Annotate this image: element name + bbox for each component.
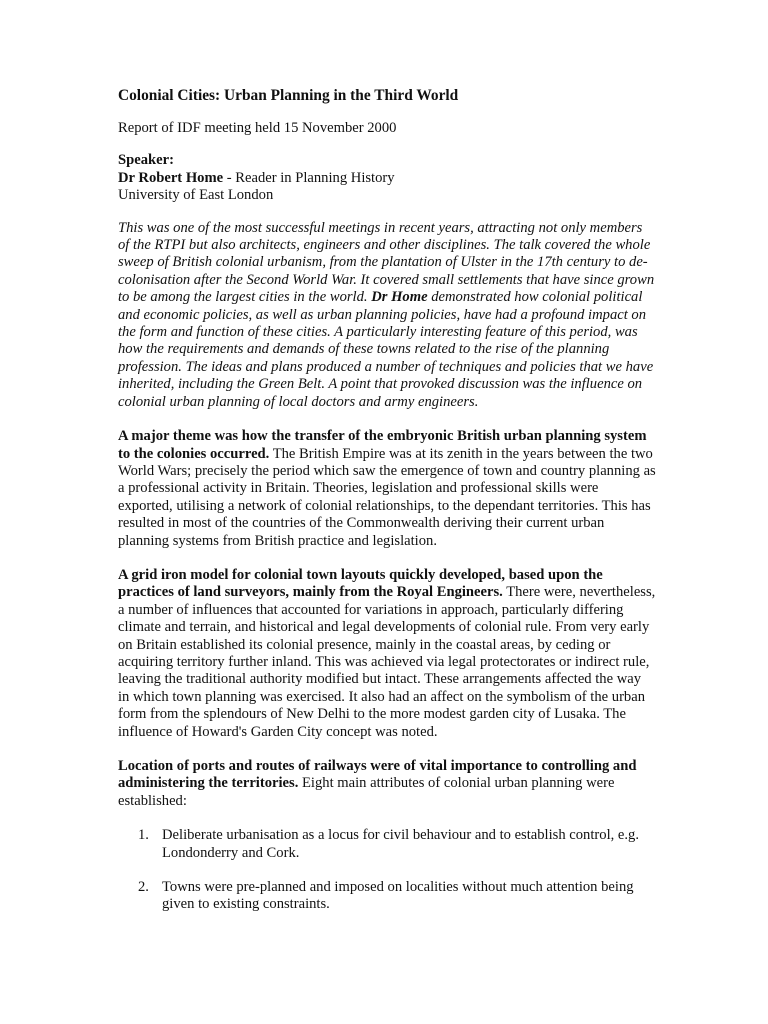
paragraph-ports-railways (118, 758, 656, 810)
list-item (118, 827, 656, 862)
intro-text-2: demonstrated how colonial political and economic policies, as well as urban planning policies, have had a profound impact on the form and function of these cities. A particularly interesting feature of this period, was how the requirements and demands of these towns related to the rise of the planning profession. The ideas and plans produced a number of techniques and policies that we have inherited, including the Green Belt. A point that provoked discussion was the influence on colonial urban planning of local doctors and army engineers. (118, 289, 654, 410)
document-title: Colonial Cities: Urban Planning in the Third World (118, 87, 459, 104)
attributes-list (118, 827, 656, 914)
paragraph-body: There were, nevertheless, a number of influences that accounted for variations in approach, particularly differing climate and terrain, and historical and legal developments of colonial rule. From very early on Britain established its colonial presence, mainly in the coastal areas, by ceding or acquiring territory further inland. This was achieved via legal protectorates or indirect rule, leaving the traditional authority modified but intact. These arrangements affected the way in which town planning was exercised. It also had an affect on the symbolism of the urban form from the splendours of New Delhi to the more modest garden city of Lusaka. The influence of Howard's Garden City concept was noted. (118, 584, 656, 740)
paragraph-lead: Location of ports and routes of railways were of vital importance to controlling and administering the territories. (118, 758, 637, 792)
speaker-block (118, 152, 656, 204)
list-item-text: Deliberate urbanisation as a locus for civil behaviour and to establish control, e.g. Londonderry and Cork. (162, 827, 639, 861)
list-item-number: 2. (138, 879, 149, 896)
speaker-label: Speaker: (118, 152, 174, 169)
speaker-line (118, 170, 656, 187)
list-item-number: 1. (138, 827, 149, 844)
paragraph-body: The British Empire was at its zenith in the years between the two World Wars; precisely the period which saw the emergence of town and country planning as a professional activity in Britain. Theories, legislation and professional skills were exported, utilising a network of colonial relationships, to the dependant territories. This has resulted in most of the countries of the Commonwealth deriving their current urban planning systems from British practice and legislation. (118, 445, 656, 549)
paragraph-body: Eight main attributes of colonial urban planning were established: (118, 775, 615, 809)
intro-text-1: This was one of the most successful meetings in recent years, attracting not only members of the RTPI but also architects, engineers and other disciplines. The talk covered the whole sweep of British colonial urbanism, from the plantation of Ulster in the 17th century to de-colonisation after the Second World War. It covered small settlements that have since grown to be among the largest cities in the world. (118, 219, 655, 306)
list-item (118, 879, 656, 914)
intro-paragraph (118, 220, 656, 411)
paragraph-lead: A grid iron model for colonial town layouts quickly developed, based upon the practices of land surveyors, mainly from the Royal Engineers. (118, 566, 603, 601)
speaker-role: - Reader in Planning History (223, 169, 395, 186)
paragraph-lead: A major theme was how the transfer of the embryonic British urban planning system to the colonies occurred. (118, 428, 647, 462)
paragraph-grid-iron (118, 567, 656, 741)
speaker-affiliation: University of East London (118, 187, 274, 204)
paragraph-transfer (118, 428, 656, 550)
speaker-name: Dr Robert Home (118, 169, 224, 186)
intro-bold-name: Dr Home (371, 289, 428, 306)
document-page (118, 86, 656, 931)
list-item-text: Towns were pre-planned and imposed on localities without much attention being given to existing constraints. (162, 879, 634, 913)
report-line: Report of IDF meeting held 15 November 2000 (118, 120, 397, 136)
